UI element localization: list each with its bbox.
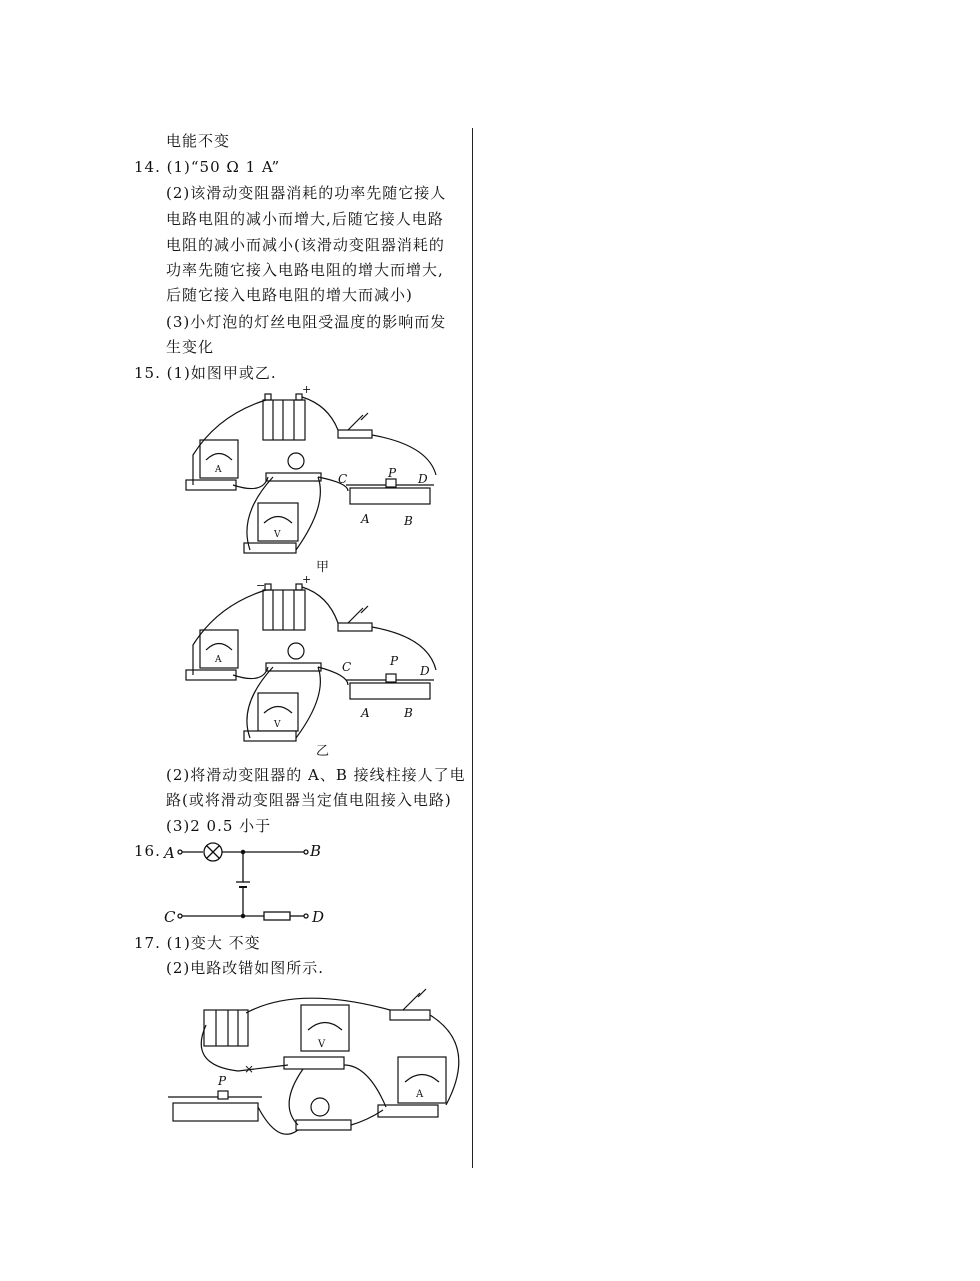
q17-part1: 17. (1)变大 不变 — [134, 934, 261, 952]
text-line: 生变化 — [166, 338, 215, 356]
terminal-a-label: A — [361, 706, 370, 720]
text-line: 电能不变 — [166, 132, 231, 150]
text-line: (2)电路改错如图所示. — [166, 959, 325, 977]
lamp-icon — [266, 643, 321, 671]
lamp-icon — [296, 1098, 351, 1130]
circuit-figure-yi — [178, 575, 453, 750]
node-a-label: A — [164, 844, 175, 862]
battery-icon — [263, 584, 305, 630]
battery-plus-label: + — [302, 575, 312, 586]
voltmeter-icon — [244, 503, 298, 553]
ammeter-icon — [378, 1057, 446, 1117]
ammeter-icon — [186, 440, 238, 490]
slider-p-label: P — [218, 1074, 227, 1088]
terminal-dot — [178, 850, 182, 854]
ammeter-label: A — [215, 465, 222, 475]
q16-label: 16. — [134, 842, 161, 860]
terminal-b-label: B — [404, 514, 413, 528]
battery-icon — [263, 394, 305, 440]
terminal-d-label: D — [418, 472, 428, 486]
text-line: 电路电阻的减小而增大,后随它接人电路 — [166, 210, 444, 228]
terminal-c-label: C — [338, 472, 348, 486]
lamp-icon — [266, 453, 321, 481]
ammeter-label: A — [416, 1089, 424, 1100]
terminal-b-label: B — [404, 706, 413, 720]
voltmeter-icon — [284, 1005, 349, 1069]
text-line: 电阻的减小而减小(该滑动变阻器消耗的 — [166, 236, 445, 254]
terminal-p-label: P — [388, 466, 397, 480]
q15-part1: 15. (1)如图甲或乙. — [134, 364, 277, 382]
terminal-p-label: P — [390, 654, 399, 668]
switch-icon — [390, 989, 430, 1020]
battery-minus-label: − — [256, 579, 266, 592]
text-line: 路(或将滑动变阻器当定值电阻接入电路) — [166, 791, 452, 809]
battery-symbol-icon — [236, 882, 250, 887]
text-line: (2)该滑动变阻器消耗的功率先随它接人 — [166, 184, 447, 202]
node-b-label: B — [310, 842, 322, 860]
text-line: 后随它接入电路电阻的增大而减小) — [166, 286, 413, 304]
battery-icon — [204, 1010, 248, 1046]
circuit-figure-jia — [178, 385, 453, 570]
text-line: (2)将滑动变阻器的 A、B 接线柱接人了电 — [166, 766, 466, 784]
ammeter-label: A — [215, 655, 222, 665]
node-c-label: C — [164, 908, 176, 926]
voltmeter-icon — [244, 693, 298, 741]
circuit-figure-q17 — [158, 985, 468, 1155]
node-d-label: D — [312, 908, 325, 926]
circuit-diagram-q16 — [160, 838, 335, 928]
rheostat-icon — [168, 1091, 262, 1121]
battery-plus-label: + — [302, 385, 312, 396]
terminal-a-label: A — [361, 512, 370, 526]
terminal-dot — [304, 850, 308, 854]
figure-caption-yi: 乙 — [316, 744, 330, 759]
text-line: (3)小灯泡的灯丝电阻受温度的影响而发 — [166, 313, 447, 331]
switch-icon — [338, 606, 372, 631]
terminal-c-label: C — [342, 660, 352, 674]
lamp-symbol-icon — [204, 843, 222, 861]
resistor-symbol-icon — [264, 912, 290, 920]
q14-part1: 14. (1)“50 Ω 1 A” — [134, 158, 281, 176]
terminal-dot — [178, 914, 182, 918]
voltmeter-label: V — [274, 530, 281, 540]
voltmeter-label: V — [274, 720, 281, 730]
terminal-d-label: D — [420, 664, 430, 678]
removed-wire-mark: × — [244, 1062, 255, 1076]
terminal-dot — [304, 914, 308, 918]
ammeter-icon — [186, 630, 238, 680]
switch-icon — [338, 413, 372, 438]
text-line: (3)2 0.5 小于 — [166, 817, 272, 835]
column-divider — [472, 128, 473, 1168]
voltmeter-label: V — [318, 1039, 326, 1050]
text-line: 功率先随它接入电路电阻的增大而增大, — [166, 261, 444, 279]
figure-caption-jia: 甲 — [316, 560, 330, 575]
